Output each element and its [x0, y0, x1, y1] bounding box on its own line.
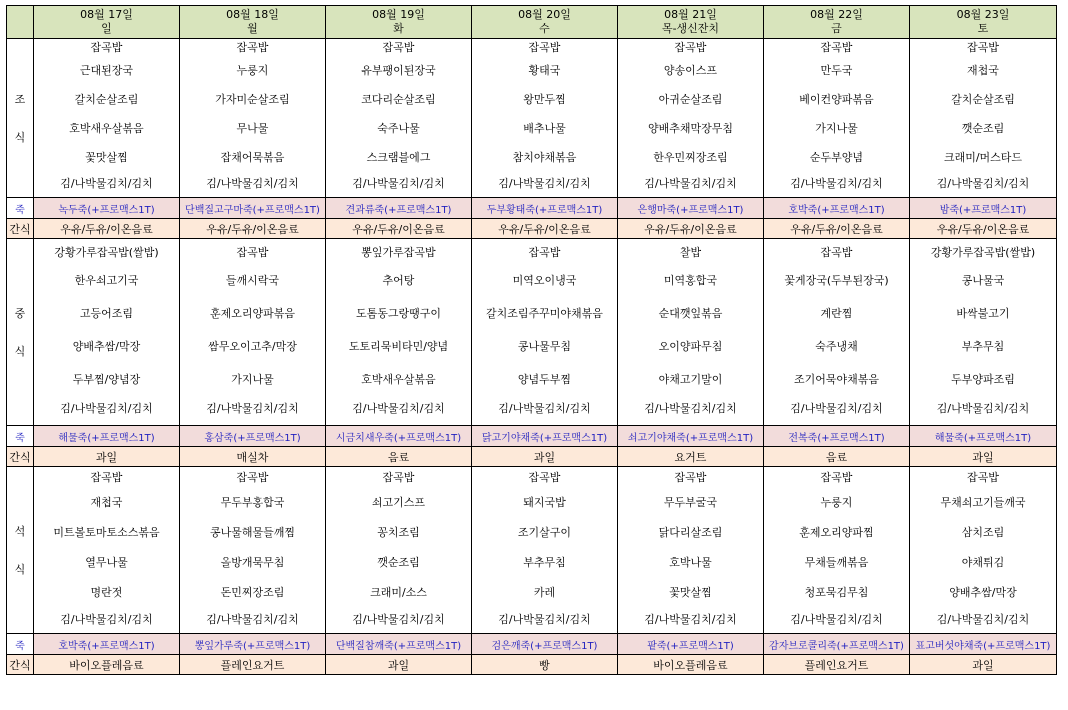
menu-item: 잡곡밥: [967, 471, 999, 484]
menu-item: 조기살구이: [517, 526, 572, 539]
menu-item: 호박새우살볶음: [69, 122, 144, 135]
menu-item: 잡곡밥: [674, 41, 707, 54]
menu-item: 명란젓: [90, 586, 123, 599]
lunch_porridge-cell: 쇠고기야채죽(+프로맥스1T): [618, 426, 764, 447]
menu-item: 호박새우살볶음: [361, 373, 436, 386]
menu-item: 도토리묵비타민/양념: [348, 340, 449, 353]
lunch-label-char: 식: [14, 345, 26, 358]
lunch-cell: [618, 239, 764, 426]
menu-item: 잡곡밥: [236, 471, 269, 484]
breakfast-row: [7, 39, 1057, 198]
breakfast-cell: [326, 39, 472, 198]
menu-item: 쇠고기스프: [371, 496, 426, 509]
lunch_porridge-cell: 닭고기야채죽(+프로맥스1T): [472, 426, 618, 447]
menu-item: 김/나박물김치/김치: [498, 177, 591, 190]
menu-item: 잡곡밥: [674, 471, 707, 484]
menu-item: 김/나박물김치/김치: [206, 613, 299, 626]
menu-item: 고등어조림: [79, 307, 134, 320]
dinner_porridge-cell: 뽕잎가루죽(+프로맥스1T): [180, 634, 326, 655]
evening_snack-cell: 플레인요거트: [764, 655, 910, 675]
menu-item: 강황가루잡곡밥(쌀밥): [54, 246, 159, 259]
breakfast_porridge-cell: 녹두죽(+프로맥스1T): [34, 198, 180, 219]
menu-item: 올방개묵무침: [220, 556, 285, 569]
menu-item: 바싹불고기: [956, 307, 1010, 320]
menu-item: 야채고기말이: [658, 373, 723, 386]
menu-item: 무두부굴국: [663, 496, 718, 509]
menu-item: 미역홍합국: [663, 274, 718, 287]
afternoon_snack-cell: 음료: [764, 447, 910, 467]
menu-item: 숙주나물: [377, 122, 420, 135]
menu-item: 삼치조림: [961, 526, 1005, 539]
lunch-label: [7, 239, 34, 426]
menu-item: 잡곡밥: [236, 41, 269, 54]
menu-item: 닭다리살조림: [658, 526, 723, 539]
dinner_porridge-row: [7, 634, 1057, 655]
lunch_porridge-cell: 해물죽(+프로맥스1T): [910, 426, 1057, 447]
dinner-cell: [472, 467, 618, 634]
morning_snack-cell: 우유/두유/이온음료: [472, 219, 618, 239]
morning_snack-cell: 우유/두유/이온음료: [326, 219, 472, 239]
menu-item: 잡곡밥: [90, 471, 123, 484]
menu-item: 김/나박물김치/김치: [498, 613, 591, 626]
menu-item: 김/나박물김치/김치: [352, 613, 445, 626]
dinner_porridge-label: 죽: [7, 634, 34, 655]
menu-item: 누룽지: [820, 496, 853, 509]
menu-item: 조기어묵야채볶음: [793, 373, 879, 386]
day-date: 08월 21일: [664, 8, 717, 21]
menu-item: 깻순조림: [377, 556, 420, 569]
lunch_porridge-label: 죽: [7, 426, 34, 447]
menu-item: 김/나박물김치/김치: [790, 402, 883, 415]
menu-item: 순두부양념: [809, 151, 864, 164]
menu-item: 강황가루잡곡밥(쌀밥): [930, 246, 1036, 259]
morning_snack-label: 간식: [7, 219, 34, 239]
menu-item: 아귀순살조림: [658, 93, 723, 106]
lunch_porridge-cell: 홍삼죽(+프로맥스1T): [180, 426, 326, 447]
day-header: [472, 6, 618, 39]
menu-item: 참치야채볶음: [512, 151, 577, 164]
menu-item: 부추무침: [523, 556, 566, 569]
day-weekday: 금: [831, 22, 842, 35]
menu-item: 김/나박물김치/김치: [644, 613, 737, 626]
lunch-cell: [180, 239, 326, 426]
menu-item: 양념두부찜: [517, 373, 572, 386]
breakfast_porridge-row: [7, 198, 1057, 219]
menu-item: 미트볼토마토소스볶음: [53, 526, 160, 539]
menu-item: 숙주냉채: [815, 340, 858, 353]
menu-item: 순대깻잎볶음: [658, 307, 723, 320]
menu-item: 찰밥: [679, 246, 702, 259]
menu-item: 무나물: [236, 122, 269, 135]
day-header: [910, 6, 1057, 39]
menu-item: 잡곡밥: [820, 246, 853, 259]
lunch-cell: [472, 239, 618, 426]
weekly-meal-table: [6, 5, 1057, 675]
menu-item: 카레: [533, 586, 556, 599]
menu-item: 갈치조림주꾸미야채볶음: [486, 307, 603, 320]
menu-item: 가지나물: [231, 373, 274, 386]
morning_snack-row: [7, 219, 1057, 239]
menu-item: 야채튀김: [961, 556, 1005, 569]
lunch-label-char: 중: [14, 307, 26, 320]
breakfast-cell: [618, 39, 764, 198]
day-weekday: 토: [977, 22, 989, 35]
menu-item: 김/나박물김치/김치: [206, 402, 299, 415]
menu-item: 김/나박물김치/김치: [936, 613, 1030, 626]
menu-item: 가지나물: [815, 122, 858, 135]
menu-item: 잡곡밥: [820, 41, 853, 54]
menu-item: 돈민찌장조림: [220, 586, 285, 599]
menu-item: 잡곡밥: [382, 471, 415, 484]
morning_snack-cell: 우유/두유/이온음료: [180, 219, 326, 239]
afternoon_snack-cell: 과일: [34, 447, 180, 467]
breakfast_porridge-cell: 두부황태죽(+프로맥스1T): [472, 198, 618, 219]
morning_snack-cell: 우유/두유/이온음료: [34, 219, 180, 239]
menu-item: 열무나물: [85, 556, 128, 569]
menu-item: 콩나물해물들깨찜: [209, 526, 295, 539]
menu-item: 잡채어묵볶음: [220, 151, 285, 164]
day-date: 08월 23일: [956, 8, 1010, 21]
menu-item: 황태국: [528, 64, 561, 77]
menu-item: 무채쇠고기들깨국: [940, 496, 1026, 509]
menu-item: 양배추쌈/막장: [949, 586, 1017, 599]
day-weekday: 수: [539, 22, 550, 35]
dinner-cell: [618, 467, 764, 634]
day-weekday: 일: [101, 22, 112, 35]
menu-item: 김/나박물김치/김치: [936, 177, 1030, 190]
lunch-cell: [910, 239, 1057, 426]
breakfast-cell: [34, 39, 180, 198]
menu-item: 유부팽이된장국: [361, 64, 436, 77]
menu-item: 김/나박물김치/김치: [352, 177, 445, 190]
evening_snack-cell: 과일: [910, 655, 1057, 675]
menu-item: 꽁치조림: [377, 526, 420, 539]
evening_snack-row: [7, 655, 1057, 675]
breakfast-cell: [180, 39, 326, 198]
menu-item: 재첩국: [90, 496, 123, 509]
menu-item: 계란찜: [820, 307, 853, 320]
menu-item: 잡곡밥: [236, 246, 269, 259]
menu-item: 호박나물: [669, 556, 712, 569]
breakfast_porridge-cell: 단백질고구마죽(+프로맥스1T): [180, 198, 326, 219]
breakfast-cell: [764, 39, 910, 198]
dinner-cell: [180, 467, 326, 634]
dinner-cell: [764, 467, 910, 634]
menu-item: 양송이스프: [663, 64, 718, 77]
menu-item: 돼지국밥: [523, 496, 566, 509]
lunch-cell: [764, 239, 910, 426]
menu-item: 깻순조림: [961, 122, 1005, 135]
evening_snack-cell: 플레인요거트: [180, 655, 326, 675]
dinner_porridge-cell: 검은깨죽(+프로맥스1T): [472, 634, 618, 655]
menu-item: 한우쇠고기국: [74, 274, 139, 287]
day-weekday: 월: [247, 22, 258, 35]
menu-item: 꽃맛살찜: [669, 586, 712, 599]
evening_snack-cell: 빵: [472, 655, 618, 675]
day-header: [326, 6, 472, 39]
menu-item: 가자미순살조림: [215, 93, 290, 106]
breakfast-label-char: 식: [14, 131, 26, 144]
afternoon_snack-cell: 음료: [326, 447, 472, 467]
menu-item: 베이컨양파볶음: [799, 93, 874, 106]
breakfast-cell: [910, 39, 1057, 198]
menu-item: 추어탕: [382, 274, 415, 287]
menu-item: 양배추채막장무침: [647, 122, 733, 135]
menu-item: 훈제오리양파찜: [799, 526, 874, 539]
day-header: [180, 6, 326, 39]
menu-item: 김/나박물김치/김치: [790, 177, 883, 190]
afternoon_snack-row: [7, 447, 1057, 467]
afternoon_snack-cell: 과일: [472, 447, 618, 467]
menu-item: 꽃게장국(두부된장국): [784, 274, 889, 287]
dinner-cell: [326, 467, 472, 634]
lunch-cell: [326, 239, 472, 426]
menu-item: 김/나박물김치/김치: [206, 177, 299, 190]
menu-item: 콩나물국: [961, 274, 1005, 287]
menu-item: 미역오이냉국: [512, 274, 577, 287]
menu-item: 잡곡밥: [90, 41, 123, 54]
dinner-cell: [34, 467, 180, 634]
menu-item: 잡곡밥: [820, 471, 853, 484]
menu-item: 훈제오리양파볶음: [209, 307, 295, 320]
breakfast_porridge-cell: 견과류죽(+프로맥스1T): [326, 198, 472, 219]
lunch_porridge-cell: 시금치새우죽(+프로맥스1T): [326, 426, 472, 447]
morning_snack-cell: 우유/두유/이온음료: [764, 219, 910, 239]
menu-item: 두부양파조림: [951, 373, 1015, 386]
menu-item: 꽃맛살찜: [85, 151, 128, 164]
menu-item: 재첩국: [967, 64, 999, 77]
day-date: 08월 18일: [226, 8, 279, 21]
breakfast_porridge-cell: 은행마죽(+프로맥스1T): [618, 198, 764, 219]
lunch_porridge-cell: 해물죽(+프로맥스1T): [34, 426, 180, 447]
dinner_porridge-cell: 감자브로콜리죽(+프로맥스1T): [764, 634, 910, 655]
lunch-cell: [34, 239, 180, 426]
dinner_porridge-cell: 팥죽(+프로맥스1T): [618, 634, 764, 655]
dinner-row: [7, 467, 1057, 634]
menu-item: 크래미/머스타드: [943, 151, 1023, 164]
menu-item: 도톰동그랑땡구이: [355, 307, 441, 320]
menu-item: 양배추쌈/막장: [72, 340, 141, 353]
breakfast_porridge-label: 죽: [7, 198, 34, 219]
menu-item: 쌈무오이고추/막장: [208, 340, 297, 353]
menu-item: 코다리순살조림: [361, 93, 436, 106]
menu-item: 김/나박물김치/김치: [936, 402, 1030, 415]
breakfast_porridge-cell: 호박죽(+프로맥스1T): [764, 198, 910, 219]
lunch_porridge-row: [7, 426, 1057, 447]
dinner-label-char: 석: [14, 525, 26, 538]
afternoon_snack-label: 간식: [7, 447, 34, 467]
day-date: 08월 19일: [372, 8, 425, 21]
menu-item: 김/나박물김치/김치: [644, 177, 737, 190]
menu-item: 무두부홍합국: [220, 496, 285, 509]
day-header: [764, 6, 910, 39]
menu-item: 부추무침: [961, 340, 1005, 353]
dinner-label: [7, 467, 34, 634]
menu-item: 김/나박물김치/김치: [790, 613, 883, 626]
day-date: 08월 22일: [810, 8, 863, 21]
evening_snack-cell: 바이오플레음료: [618, 655, 764, 675]
breakfast-label-char: 조: [14, 93, 26, 106]
day-header: [34, 6, 180, 39]
menu-item: 만두국: [820, 64, 853, 77]
menu-item: 크래미/소스: [370, 586, 427, 599]
dinner-label-char: 식: [14, 563, 26, 576]
morning_snack-cell: 우유/두유/이온음료: [910, 219, 1057, 239]
day-weekday: 화: [393, 22, 404, 35]
menu-item: 잡곡밥: [528, 246, 561, 259]
day-date: 08월 17일: [80, 8, 133, 21]
afternoon_snack-cell: 매실차: [180, 447, 326, 467]
menu-item: 스크램블에그: [366, 151, 431, 164]
menu-item: 김/나박물김치/김치: [60, 613, 153, 626]
menu-item: 갈치순살조림: [951, 93, 1015, 106]
menu-item: 갈치순살조림: [74, 93, 139, 106]
menu-item: 배추나물: [523, 122, 566, 135]
afternoon_snack-cell: 과일: [910, 447, 1057, 467]
menu-item: 김/나박물김치/김치: [60, 402, 153, 415]
afternoon_snack-cell: 요거트: [618, 447, 764, 467]
menu-item: 김/나박물김치/김치: [60, 177, 153, 190]
menu-item: 뽕잎가루잡곡밥: [361, 246, 436, 259]
dinner_porridge-cell: 표고버섯야채죽(+프로맥스1T): [910, 634, 1057, 655]
menu-item: 들깨시락국: [225, 274, 280, 287]
day-header: [618, 6, 764, 39]
menu-item: 김/나박물김치/김치: [644, 402, 737, 415]
breakfast-cell: [472, 39, 618, 198]
menu-item: 오이양파무침: [658, 340, 723, 353]
menu-item: 두부찜/양념장: [72, 373, 141, 386]
menu-item: 청포묵김무침: [804, 586, 869, 599]
menu-item: 잡곡밥: [967, 41, 999, 54]
menu-item: 김/나박물김치/김치: [498, 402, 591, 415]
menu-item: 김/나박물김치/김치: [352, 402, 445, 415]
evening_snack-cell: 바이오플레음료: [34, 655, 180, 675]
dinner-cell: [910, 467, 1057, 634]
menu-item: 콩나물무침: [517, 340, 572, 353]
header-row: [7, 6, 1057, 39]
menu-item: 무채들깨볶음: [804, 556, 869, 569]
evening_snack-cell: 과일: [326, 655, 472, 675]
corner-cell: [7, 6, 34, 39]
menu-item: 잡곡밥: [528, 471, 561, 484]
day-weekday: 목-생신잔치: [661, 22, 720, 35]
evening_snack-label: 간식: [7, 655, 34, 675]
menu-item: 한우민찌장조림: [653, 151, 728, 164]
breakfast_porridge-cell: 밤죽(+프로맥스1T): [910, 198, 1057, 219]
day-date: 08월 20일: [518, 8, 571, 21]
menu-item: 잡곡밥: [382, 41, 415, 54]
morning_snack-cell: 우유/두유/이온음료: [618, 219, 764, 239]
menu-item: 누룽지: [236, 64, 269, 77]
menu-item: 왕만두찜: [523, 93, 566, 106]
menu-item: 잡곡밥: [528, 41, 561, 54]
breakfast-label: [7, 39, 34, 198]
dinner_porridge-cell: 호박죽(+프로맥스1T): [34, 634, 180, 655]
lunch_porridge-cell: 전복죽(+프로맥스1T): [764, 426, 910, 447]
dinner_porridge-cell: 단백질참깨죽(+프로맥스1T): [326, 634, 472, 655]
menu-item: 근대된장국: [79, 64, 134, 77]
lunch-row: [7, 239, 1057, 426]
